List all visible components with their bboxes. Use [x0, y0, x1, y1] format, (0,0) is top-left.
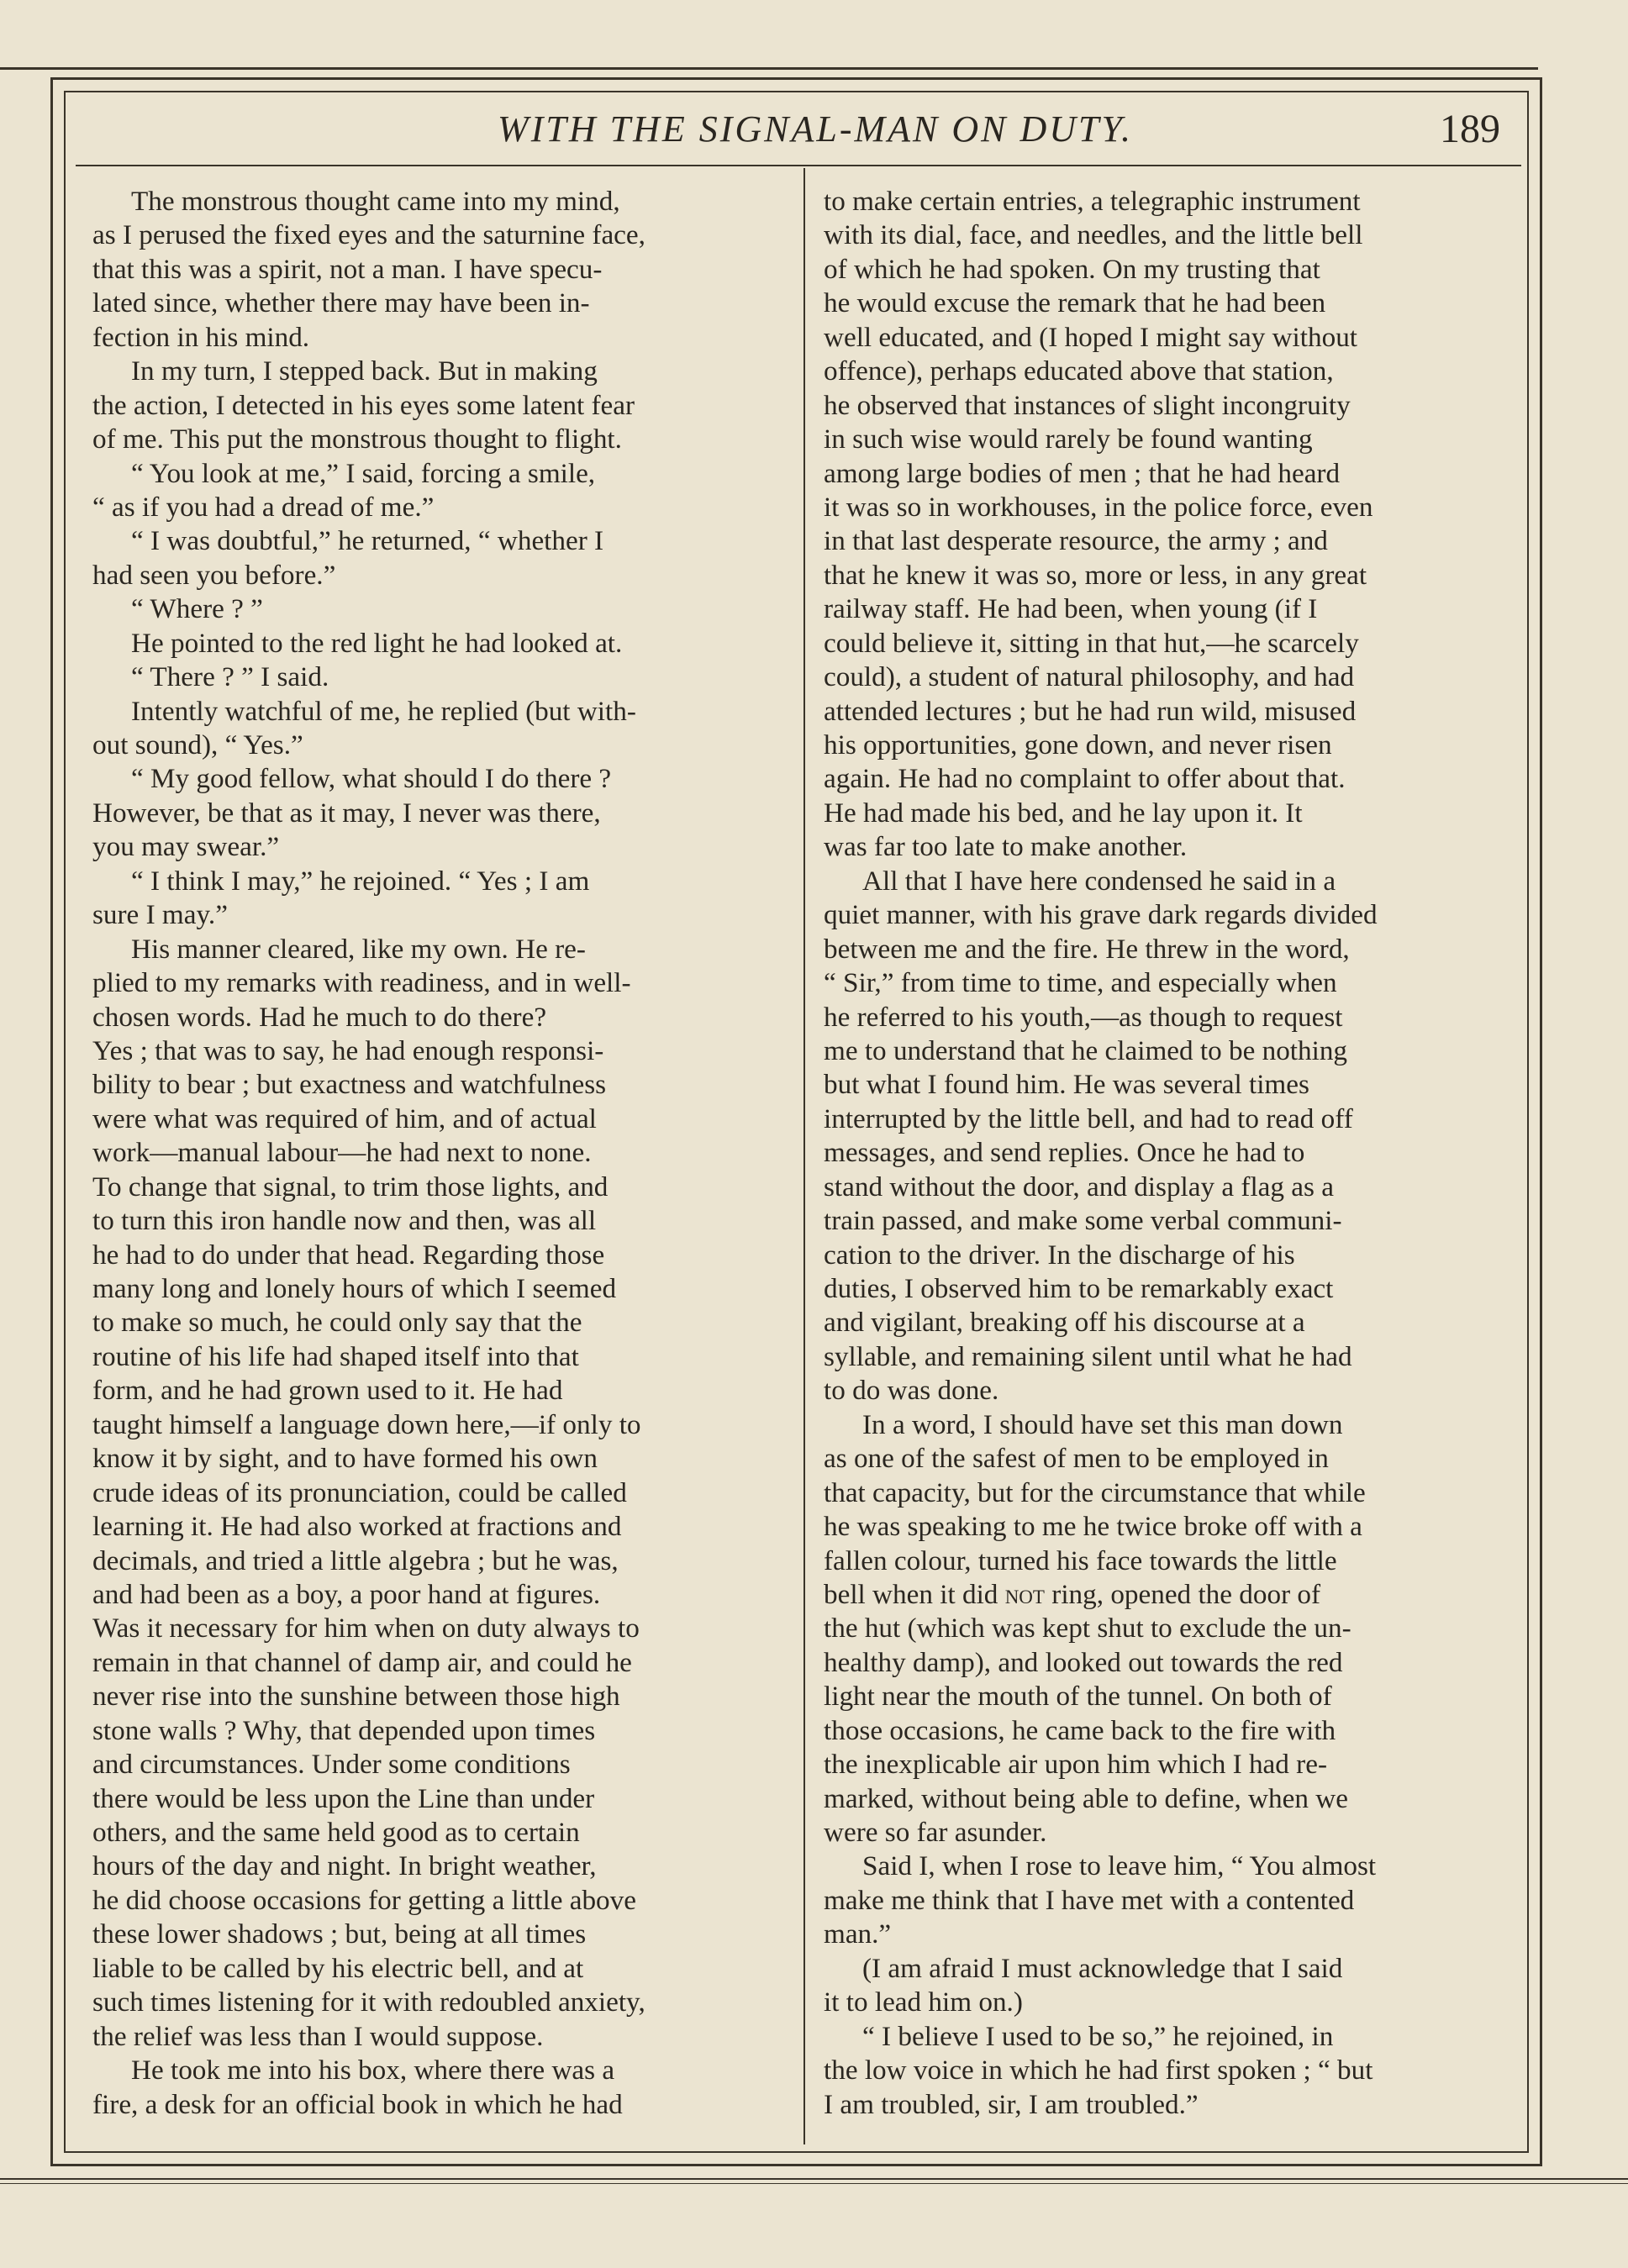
- text-line: as one of the safest of men to be employed in: [824, 1443, 1329, 1475]
- text-line: out sound), “ Yes.”: [92, 729, 303, 760]
- text-line: and circumstances. Under some conditions: [92, 1749, 571, 1781]
- left-column: [92, 185, 782, 2122]
- text-line: it to lead him on.): [824, 1986, 1023, 2018]
- text-line: to do was done.: [824, 1375, 999, 1407]
- text-line: bility to bear ; but exactness and watchfulness: [92, 1069, 607, 1101]
- text-line: man.”: [824, 1918, 892, 1950]
- text-line: work—manual labour—he had next to none.: [92, 1137, 592, 1169]
- text-line: “ There ? ” I said.: [131, 661, 329, 693]
- text-line: had seen you before.”: [92, 559, 336, 591]
- bottom-rule-thin: [0, 2183, 1628, 2184]
- text-line: Was it necessary for him when on duty always to: [92, 1613, 640, 1644]
- column-divider: [803, 168, 805, 2144]
- text-line: and vigilant, breaking off his discourse at a: [824, 1307, 1305, 1339]
- text-line: others, and the same held good as to certain: [92, 1817, 580, 1848]
- text-line: he observed that instances of slight incongruity: [824, 389, 1351, 421]
- text-line: he would excuse the remark that he had been: [824, 287, 1326, 319]
- text-line: stone walls ? Why, that depended upon times: [92, 1714, 596, 1746]
- text-line: to turn this iron handle now and then, was all: [92, 1205, 597, 1237]
- text-line: of me. This put the monstrous thought to flight.: [92, 424, 622, 455]
- text-line: bell when it did not ring, opened the door of: [824, 1578, 1321, 1610]
- text-line: remain in that channel of damp air, and could he: [92, 1646, 632, 1678]
- text-line: sure I may.”: [92, 899, 228, 931]
- text-line: plied to my remarks with readiness, and in well-: [92, 967, 631, 999]
- text-line: the low voice in which he had first spoken ; “ but: [824, 2055, 1373, 2086]
- text-line: He pointed to the red light he had looked at.: [131, 627, 623, 659]
- text-line: fection in his mind.: [92, 321, 310, 353]
- text-line: could), a student of natural philosophy, and had: [824, 661, 1355, 693]
- text-line: learning it. He had also worked at fractions and: [92, 1511, 622, 1543]
- running-title: WITH THE SIGNAL-MAN ON DUTY.: [498, 108, 1133, 150]
- text-line: was far too late to make another.: [824, 831, 1188, 863]
- text-line: stand without the door, and display a flag as a: [824, 1171, 1334, 1202]
- text-line: with its dial, face, and needles, and the little bell: [824, 219, 1363, 251]
- top-rule: [0, 67, 1538, 70]
- text-line: “ Sir,” from time to time, and especially when: [824, 967, 1337, 999]
- text-line: lated since, whether there may have been in-: [92, 287, 590, 319]
- bottom-rule: [0, 2178, 1628, 2180]
- text-line: there would be less upon the Line than under: [92, 1782, 595, 1814]
- text-line: the inexplicable air upon him which I had re-: [824, 1749, 1328, 1781]
- page-number: 189: [1440, 107, 1500, 151]
- text-line: between me and the fire. He threw in the word,: [824, 933, 1350, 965]
- text-line: “ I was doubtful,” he returned, “ whether I: [131, 525, 604, 557]
- header-rule: [76, 165, 1521, 166]
- text-line: cation to the driver. In the discharge of his: [824, 1239, 1295, 1271]
- text-line: messages, and send replies. Once he had to: [824, 1137, 1305, 1169]
- text-line: railway staff. He had been, when young (if I: [824, 593, 1318, 625]
- text-line: taught himself a language down here,—if only to: [92, 1408, 641, 1440]
- text-line: such times listening for it with redoubled anxiety,: [92, 1986, 645, 2018]
- text-line: crude ideas of its pronunciation, could be called: [92, 1476, 627, 1508]
- text-line: me to understand that he claimed to be nothing: [824, 1034, 1348, 1066]
- text-line: the relief was less than I would suppose.: [92, 2020, 544, 2052]
- text-line: (I am afraid I must acknowledge that I said: [862, 1952, 1343, 1984]
- text-line: “ Where ? ”: [131, 593, 263, 625]
- small-caps-word: not: [1004, 1578, 1045, 1610]
- text-line: he referred to his youth,—as though to request: [824, 1001, 1343, 1033]
- text-line: he had to do under that head. Regarding those: [92, 1239, 605, 1271]
- text-line: to make certain entries, a telegraphic instrument: [824, 186, 1361, 217]
- text-line: as I perused the fixed eyes and the saturnine face,: [92, 219, 645, 251]
- text-line: All that I have here condensed he said in a: [862, 865, 1336, 897]
- text-line: he did choose occasions for getting a little above: [92, 1884, 636, 1916]
- text-line: the action, I detected in his eyes some latent fear: [92, 389, 635, 421]
- text-line: “ I think I may,” he rejoined. “ Yes ; I am: [131, 865, 590, 897]
- text-line: decimals, and tried a little algebra ; but he was,: [92, 1544, 619, 1576]
- text-line: I am troubled, sir, I am troubled.”: [824, 2088, 1199, 2120]
- text-line: it was so in workhouses, in the police force, even: [824, 491, 1373, 523]
- text-line: In my turn, I stepped back. But in making: [131, 355, 598, 387]
- text-line: many long and lonely hours of which I seemed: [92, 1273, 617, 1304]
- text-line: could believe it, sitting in that hut,—he scarcely: [824, 627, 1359, 659]
- text-line: well educated, and (I hoped I might say without: [824, 321, 1358, 353]
- text-line: to make so much, he could only say that the: [92, 1307, 582, 1339]
- text-line: in such wise would rarely be found wanting: [824, 424, 1313, 455]
- text-line: light near the mouth of the tunnel. On both of: [824, 1681, 1332, 1713]
- text-line: make me think that I have met with a contented: [824, 1884, 1355, 1916]
- text-line: In a word, I should have set this man down: [862, 1408, 1343, 1440]
- text-line: those occasions, he came back to the fire with: [824, 1714, 1336, 1746]
- text-line: Yes ; that was to say, he had enough responsi-: [92, 1034, 604, 1066]
- text-line: Intently watchful of me, he replied (but with-: [131, 695, 636, 727]
- text-line: He had made his bed, and he lay upon it. It: [824, 797, 1303, 829]
- text-line: hours of the day and night. In bright weather,: [92, 1850, 597, 1882]
- text-line: he was speaking to me he twice broke off with a: [824, 1511, 1362, 1543]
- text-line: fallen colour, turned his face towards the little: [824, 1544, 1337, 1576]
- text-line: again. He had no complaint to offer about that.: [824, 763, 1346, 795]
- right-column: [824, 185, 1503, 2122]
- text-line: “ as if you had a dread of me.”: [92, 491, 435, 523]
- text-line: “ My good fellow, what should I do there ?: [131, 763, 612, 795]
- text-line: interrupted by the little bell, and had to read off: [824, 1102, 1353, 1134]
- text-line: routine of his life had shaped itself into that: [92, 1340, 579, 1372]
- text-line: fire, a desk for an official book in which he had: [92, 2088, 623, 2120]
- text-line: “ You look at me,” I said, forcing a smile,: [131, 457, 596, 489]
- text-line: offence), perhaps educated above that station,: [824, 355, 1334, 387]
- text-line: His manner cleared, like my own. He re-: [131, 933, 586, 965]
- text-line: attended lectures ; but he had run wild, misused: [824, 695, 1357, 727]
- text-line: in that last desperate resource, the army ; and: [824, 525, 1328, 557]
- text-line: healthy damp), and looked out towards the red: [824, 1646, 1343, 1678]
- text-line: these lower shadows ; but, being at all times: [92, 1918, 587, 1950]
- text-line: and had been as a boy, a poor hand at figures.: [92, 1578, 601, 1610]
- text-line: form, and he had grown used to it. He had: [92, 1375, 563, 1407]
- text-line: among large bodies of men ; that he had heard: [824, 457, 1341, 489]
- text-line: the hut (which was kept shut to exclude the un-: [824, 1613, 1351, 1644]
- text-line: “ I believe I used to be so,” he rejoined, in: [862, 2020, 1334, 2052]
- text-line: chosen words. Had he much to do there?: [92, 1001, 547, 1033]
- text-line: you may swear.”: [92, 831, 280, 863]
- text-line: but what I found him. He was several times: [824, 1069, 1309, 1101]
- text-line: quiet manner, with his grave dark regards divided: [824, 899, 1378, 931]
- text-line: his opportunities, gone down, and never risen: [824, 729, 1332, 760]
- text-line: He took me into his box, where there was a: [131, 2055, 615, 2086]
- text-line: duties, I observed him to be remarkably exact: [824, 1273, 1334, 1304]
- text-line: liable to be called by his electric bell, and at: [92, 1952, 584, 1984]
- text-line: that capacity, but for the circumstance that while: [824, 1476, 1366, 1508]
- text-line: of which he had spoken. On my trusting that: [824, 253, 1320, 285]
- text-line: To change that signal, to trim those lights, and: [92, 1171, 609, 1202]
- text-line: However, be that as it may, I never was there,: [92, 797, 601, 829]
- text-line: that this was a spirit, not a man. I have specu-: [92, 253, 603, 285]
- text-line: were what was required of him, and of actual: [92, 1102, 597, 1134]
- text-line: Said I, when I rose to leave him, “ You almost: [862, 1850, 1377, 1882]
- text-line: syllable, and remaining silent until what he had: [824, 1340, 1352, 1372]
- text-line: know it by sight, and to have formed his own: [92, 1443, 598, 1475]
- text-line: that he knew it was so, more or less, in any great: [824, 559, 1367, 591]
- text-line: The monstrous thought came into my mind,: [131, 186, 620, 217]
- text-line: never rise into the sunshine between those high: [92, 1681, 620, 1713]
- text-line: were so far asunder.: [824, 1817, 1047, 1848]
- text-line: train passed, and make some verbal communi-: [824, 1205, 1342, 1237]
- text-line: marked, without being able to define, when we: [824, 1782, 1348, 1814]
